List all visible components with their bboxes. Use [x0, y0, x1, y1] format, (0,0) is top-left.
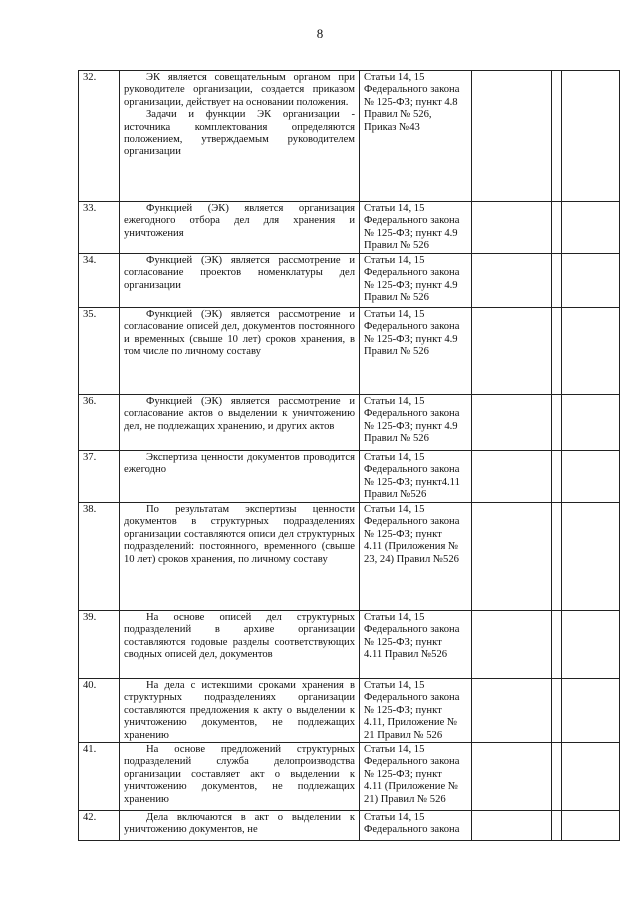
answer-cell-3	[562, 811, 620, 841]
requirement-cell	[120, 503, 360, 611]
answer-cell-2	[552, 71, 562, 202]
answer-cell-3	[562, 679, 620, 743]
requirement-text: На основе описей дел структурных подразделений в архиве организации составляются годовые разделы соответствующих сводных описей дел, документов	[124, 612, 355, 661]
answer-cell-1	[472, 743, 552, 811]
answer-cell-3	[562, 395, 620, 451]
checklist-table	[78, 70, 620, 841]
answer-cell-1	[472, 71, 552, 202]
row-number: 41.	[79, 743, 120, 811]
requirement-text: На дела с истекшими сроками хранения в структурных подразделениях организации составляются предложения к акту о выделении к уничтожению документов, не подлежащих хранению	[124, 680, 355, 741]
answer-cell-2	[552, 395, 562, 451]
answer-cell-1	[472, 395, 552, 451]
answer-cell-1	[472, 451, 552, 503]
answer-cell-1	[472, 679, 552, 743]
table-row	[79, 611, 620, 679]
table-row	[79, 811, 620, 841]
requirement-text: Функцией (ЭК) является рассмотрение и согласование проектов номенклатуры дел организации	[124, 255, 355, 291]
legal-reference-cell: Статьи 14, 15 Федерального закона № 125-ФЗ; пункт 4.9 Правил № 526	[360, 308, 472, 395]
requirement-text: Дела включаются в акт о выделении к уничтожению документов, не	[124, 812, 355, 836]
requirement-cell	[120, 71, 360, 202]
answer-cell-2	[552, 611, 562, 679]
answer-cell-1	[472, 308, 552, 395]
requirement-cell	[120, 395, 360, 451]
answer-cell-1	[472, 811, 552, 841]
row-number: 33.	[79, 202, 120, 254]
answer-cell-3	[562, 743, 620, 811]
table-row	[79, 503, 620, 611]
table-row	[79, 395, 620, 451]
table-row	[79, 202, 620, 254]
requirement-cell	[120, 811, 360, 841]
answer-cell-2	[552, 451, 562, 503]
legal-reference-cell: Статьи 14, 15 Федерального закона № 125-ФЗ; пункт 4.9 Правил № 526	[360, 254, 472, 308]
answer-cell-3	[562, 254, 620, 308]
requirement-text: Экспертиза ценности документов проводится ежегодно	[124, 452, 355, 476]
requirement-cell	[120, 308, 360, 395]
answer-cell-2	[552, 503, 562, 611]
table-row	[79, 743, 620, 811]
table-row	[79, 308, 620, 395]
answer-cell-3	[562, 503, 620, 611]
answer-cell-1	[472, 503, 552, 611]
row-number: 36.	[79, 395, 120, 451]
answer-cell-1	[472, 611, 552, 679]
requirement-text: На основе предложений структурных подразделений служба делопроизводства организации составляет акт о выделении к уничтожению документов, не подлежащих хранению	[124, 744, 355, 805]
legal-reference-cell: Статьи 14, 15 Федерального закона № 125-ФЗ; пункт4.11 Правил №526	[360, 451, 472, 503]
row-number: 32.	[79, 71, 120, 202]
requirement-cell	[120, 451, 360, 503]
row-number: 39.	[79, 611, 120, 679]
requirement-cell	[120, 611, 360, 679]
requirement-text: Функцией (ЭК) является рассмотрение и согласование актов о выделении к уничтожению дел, не подлежащих хранению, и других актов	[124, 396, 355, 432]
legal-reference-cell: Статьи 14, 15 Федерального закона	[360, 811, 472, 841]
table-row	[79, 679, 620, 743]
table-row	[79, 254, 620, 308]
legal-reference-cell: Статьи 14, 15 Федерального закона № 125-ФЗ; пункт 4.11 (Приложение № 21) Правил № 526	[360, 743, 472, 811]
requirement-cell	[120, 254, 360, 308]
answer-cell-3	[562, 71, 620, 202]
row-number: 37.	[79, 451, 120, 503]
legal-reference-cell: Статьи 14, 15 Федерального закона № 125-ФЗ; пункт 4.8 Правил № 526, Приказ №43	[360, 71, 472, 202]
row-number: 42.	[79, 811, 120, 841]
requirement-text: Функцией (ЭК) является рассмотрение и согласование описей дел, документов постоянного и временных (свыше 10 лет) сроков хранения, в том числе по личному составу	[124, 309, 355, 358]
legal-reference-cell: Статьи 14, 15 Федерального закона № 125-ФЗ; пункт 4.9 Правил № 526	[360, 202, 472, 254]
legal-reference-cell: Статьи 14, 15 Федерального закона № 125-ФЗ; пункт 4.9 Правил № 526	[360, 395, 472, 451]
answer-cell-2	[552, 254, 562, 308]
answer-cell-3	[562, 308, 620, 395]
answer-cell-2	[552, 811, 562, 841]
requirement-cell	[120, 202, 360, 254]
page-number: 8	[316, 26, 324, 41]
answer-cell-2	[552, 202, 562, 254]
requirement-cell	[120, 743, 360, 811]
table-row	[79, 451, 620, 503]
answer-cell-1	[472, 254, 552, 308]
row-number: 35.	[79, 308, 120, 395]
legal-reference-cell: Статьи 14, 15 Федерального закона № 125-ФЗ; пункт 4.11, Приложение № 21 Правил № 526	[360, 679, 472, 743]
requirement-text: Задачи и функции ЭК организации - источника комплектования определяются положением, утверждаемым руководителем организации	[124, 109, 355, 158]
legal-reference-cell: Статьи 14, 15 Федерального закона № 125-ФЗ; пункт 4.11 (Приложения № 23, 24) Правил №526	[360, 503, 472, 611]
row-number: 40.	[79, 679, 120, 743]
requirement-text: По результатам экспертизы ценности документов в структурных подразделениях организации составляются описи дел структурных подразделений: постоянного, временного (свыше 10 лет) сроков хранения, по личному составу	[124, 504, 355, 565]
requirement-text: Функцией (ЭК) является организация ежегодного отбора дел для хранения и уничтожения	[124, 203, 355, 239]
answer-cell-3	[562, 611, 620, 679]
answer-cell-3	[562, 451, 620, 503]
answer-cell-3	[562, 202, 620, 254]
row-number: 34.	[79, 254, 120, 308]
answer-cell-2	[552, 308, 562, 395]
legal-reference-cell: Статьи 14, 15 Федерального закона № 125-ФЗ; пункт 4.11 Правил №526	[360, 611, 472, 679]
row-number: 38.	[79, 503, 120, 611]
requirement-text: ЭК является совещательным органом при руководителе организации, создается приказом организации, действует на основании положения.	[124, 72, 355, 108]
answer-cell-2	[552, 679, 562, 743]
answer-cell-1	[472, 202, 552, 254]
answer-cell-2	[552, 743, 562, 811]
requirement-cell	[120, 679, 360, 743]
table-row	[79, 71, 620, 202]
